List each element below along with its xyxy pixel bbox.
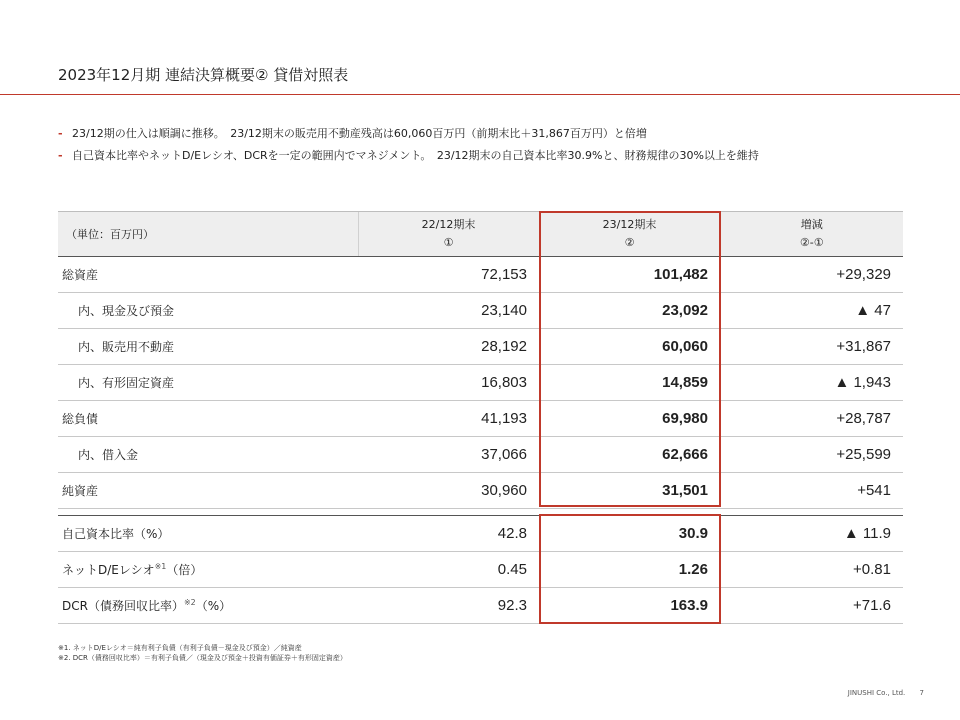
value-diff: +28,787 xyxy=(720,401,903,437)
value-current: 1.26 xyxy=(539,552,720,588)
value-prev: 23,140 xyxy=(358,293,539,329)
unit-label: （単位：百万円） xyxy=(58,212,358,257)
row-label: 内、借入金 xyxy=(58,437,358,473)
column-header-label: 22/12期末 xyxy=(421,218,476,231)
value-current: 60,060 xyxy=(539,329,720,365)
column-header-diff xyxy=(720,212,903,257)
ratio-label xyxy=(58,552,358,588)
bullet-item xyxy=(58,144,759,166)
column-header-sub: ②-① xyxy=(799,236,824,249)
title-divider xyxy=(0,94,960,95)
page-number: 7 xyxy=(919,689,924,697)
ratio-highlight-box xyxy=(539,514,721,624)
value-current: 23,092 xyxy=(539,293,720,329)
table-row xyxy=(58,257,903,293)
ratio-label-text: DCR（債務回収比率） xyxy=(62,599,184,613)
footnote-2: ※2. DCR（債務回収比率）＝有利子負債／（現金及び預金＋投資有価証券＋有形固定資産） xyxy=(58,654,347,662)
value-prev: 16,803 xyxy=(358,365,539,401)
ratio-label xyxy=(58,588,358,624)
bullet-text: 自己資本比率やネットD/Eレシオ、DCRを一定の範囲内でマネジメント。 23/12期末の自己資本比率30.9%と、財務規律の30%以上を維持 xyxy=(72,149,759,162)
bullet-item xyxy=(58,122,759,144)
value-current: 31,501 xyxy=(539,473,720,509)
value-current: 69,980 xyxy=(539,401,720,437)
table-row xyxy=(58,293,903,329)
column-header-sub: ① xyxy=(443,236,454,249)
value-prev: 72,153 xyxy=(358,257,539,293)
ratio-row xyxy=(58,516,903,552)
row-label: 内、現金及び預金 xyxy=(58,293,358,329)
page-footer xyxy=(836,689,924,697)
bullet-text: 23/12期の仕入は順調に推移。 23/12期末の販売用不動産残高は60,060百万円（前期末比＋31,867百万円）と倍増 xyxy=(72,127,647,140)
ratio-label-text: 自己資本比率（%） xyxy=(62,527,170,541)
row-label: 内、有形固定資産 xyxy=(58,365,358,401)
value-current: 14,859 xyxy=(539,365,720,401)
value-prev: 28,192 xyxy=(358,329,539,365)
value-current: 101,482 xyxy=(539,257,720,293)
table-row xyxy=(58,365,903,401)
footnote-1: ※1. ネットD/Eレシオ＝純有利子負債（有利子負債－現金及び預金）／純資産 xyxy=(58,644,302,652)
column-header-label: 23/12期末 xyxy=(602,218,657,231)
value-diff: +0.81 xyxy=(720,552,903,588)
ratio-unit: （%） xyxy=(195,599,232,613)
ratio-label xyxy=(58,516,358,552)
bullet-dash-icon: - xyxy=(58,126,63,140)
value-prev: 42.8 xyxy=(358,516,539,552)
value-diff: +71.6 xyxy=(720,588,903,624)
table-section-gap xyxy=(58,509,903,516)
footnote-ref: ※1 xyxy=(154,562,167,571)
company-name: JINUSHI Co., Ltd. xyxy=(847,689,906,697)
footnote-ref: ※2 xyxy=(183,598,196,607)
column-header-sub: ② xyxy=(624,236,635,249)
row-label: 純資産 xyxy=(58,473,358,509)
bullet-list xyxy=(58,122,759,166)
value-diff: ▲ 47 xyxy=(720,293,903,329)
value-prev: 37,066 xyxy=(358,437,539,473)
footnotes xyxy=(58,643,347,663)
value-diff: +25,599 xyxy=(720,437,903,473)
value-diff: +29,329 xyxy=(720,257,903,293)
ratio-row xyxy=(58,588,903,624)
table-row xyxy=(58,437,903,473)
value-diff: +31,867 xyxy=(720,329,903,365)
bullet-dash-icon: - xyxy=(58,148,63,162)
table-header-row xyxy=(58,212,903,257)
value-diff: ▲ 1,943 xyxy=(720,365,903,401)
row-label: 内、販売用不動産 xyxy=(58,329,358,365)
current-period-highlight-box xyxy=(539,211,721,507)
value-current: 163.9 xyxy=(539,588,720,624)
column-header-label: 増減 xyxy=(800,218,823,231)
value-prev: 30,960 xyxy=(358,473,539,509)
value-prev: 41,193 xyxy=(358,401,539,437)
value-current: 62,666 xyxy=(539,437,720,473)
value-diff: ▲ 11.9 xyxy=(720,516,903,552)
table-row xyxy=(58,401,903,437)
page-title: 2023年12月期 連結決算概要② 貸借対照表 xyxy=(58,66,349,84)
value-current: 30.9 xyxy=(539,516,720,552)
row-label: 総資産 xyxy=(58,257,358,293)
ratio-row xyxy=(58,552,903,588)
ratio-label-text: ネットD/Eレシオ xyxy=(62,563,155,577)
row-label: 総負債 xyxy=(58,401,358,437)
value-diff: +541 xyxy=(720,473,903,509)
value-prev: 0.45 xyxy=(358,552,539,588)
column-header-prev xyxy=(358,212,539,257)
table-row xyxy=(58,473,903,509)
table-row xyxy=(58,329,903,365)
value-prev: 92.3 xyxy=(358,588,539,624)
ratio-unit: （倍） xyxy=(166,563,203,577)
balance-sheet-table xyxy=(58,211,903,624)
